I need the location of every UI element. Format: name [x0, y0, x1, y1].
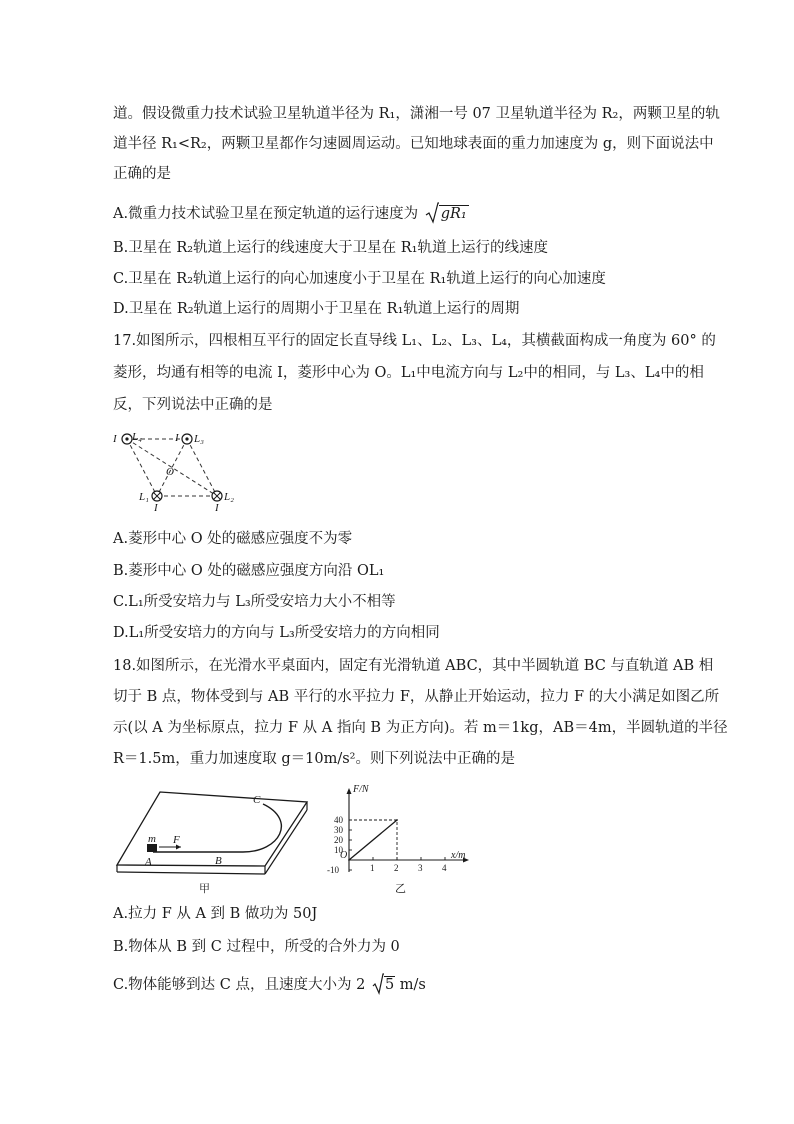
q17-stem-3: 反，下列说法中正确的是 [113, 397, 273, 413]
label-current-bottom-right: I [215, 502, 219, 512]
x-axis-label: x/m [451, 850, 466, 861]
q16-option-d: D.卫星在 R₂轨道上运行的周期小于卫星在 R₁轨道上运行的周期 [113, 301, 520, 317]
label-l3: L₃ [194, 433, 204, 445]
label-l2: L₂ [224, 491, 234, 503]
y-tick-label: 10 [334, 845, 343, 855]
wire-l1-cross-icon [152, 491, 162, 501]
q16-option-a-text: A.微重力技术试验卫星在预定轨道的运行速度为 [113, 206, 419, 222]
q18-option-a: A.拉力 F 从 A 到 B 做功为 50J [113, 906, 318, 922]
origin-label: O [340, 850, 348, 861]
y-tick-label: -10 [327, 865, 339, 875]
label-a: A [145, 856, 152, 868]
rhombus-wire-diagram [112, 428, 252, 512]
track-diagram-jia [115, 790, 315, 896]
wire-l4-dot-icon [122, 434, 132, 444]
force-displacement-chart [325, 782, 475, 896]
q18-option-c-formula: 5 [384, 977, 395, 993]
q18-option-b: B.物体从 B 到 C 过程中，所受的合外力为 0 [113, 939, 400, 955]
data-point [348, 859, 350, 861]
label-current-top-left: I [113, 433, 117, 445]
q17-option-a: A.菱形中心 O 处的磁感应强度不为零 [113, 531, 353, 547]
caption-jia: 甲 [199, 883, 210, 895]
q18-option-c-unit: m/s [395, 977, 426, 993]
q18-stem-2: 切于 B 点，物体受到与 AB 平行的水平拉力 F，从静止开始运动，拉力 F 的大小满足如图乙所 [113, 689, 720, 705]
sqrt-sign-icon [425, 202, 439, 224]
q18-stem-3: 示(以 A 为坐标原点，拉力 F 从 A 指向 B 为正方向)。若 m＝1kg，AB＝4m，半圆轨道的半径 [113, 720, 728, 736]
label-c: C [253, 794, 261, 806]
y-axis-label: F/N [353, 784, 369, 795]
q17-stem-2: 菱形，均通有相等的电流 I，菱形中心为 O。L₁中电流方向与 L₂中的相同，与 L₃、L₄中的相 [113, 365, 704, 381]
q18-option-c-text: C.物体能够到达 C 点，且速度大小为 2 [113, 977, 366, 993]
q16-option-b: B.卫星在 R₂轨道上运行的线速度大于卫星在 R₁轨道上运行的线速度 [113, 240, 548, 256]
q18-stem-1: 18.如图所示，在光滑水平桌面内，固定有光滑轨道 ABC，其中半圆轨道 BC 与直轨道 AB 相 [113, 658, 714, 674]
q17-option-c: C.L₁所受安培力与 L₃所受安培力大小不相等 [113, 594, 396, 610]
q18-option-c [113, 973, 426, 995]
q18-stem-4: R＝1.5m，重力加速度取 g＝10m/s²。则下列说法中正确的是 [113, 751, 515, 767]
series-line [349, 820, 397, 860]
block-mass-icon [147, 844, 157, 852]
wire-l2-cross-icon [212, 491, 222, 501]
intro-line-2: 道半径 R₁<R₂，两颗卫星都作匀速圆周运动。已知地球表面的重力加速度为 g，则下面说法中 [113, 136, 714, 152]
x-tick-label: 4 [442, 863, 447, 873]
data-point [396, 819, 398, 821]
label-f: F [173, 834, 180, 846]
label-current-bottom-left: I [154, 502, 158, 512]
wire-l3-dot-icon [182, 434, 192, 444]
x-tick-label: 2 [394, 863, 399, 873]
label-l4: L₄ [132, 431, 142, 443]
q17-option-b: B.菱形中心 O 处的磁感应强度方向沿 OL₁ [113, 563, 385, 579]
y-tick-label: 30 [334, 825, 343, 835]
q16-option-a [113, 202, 469, 224]
y-tick-label: 40 [334, 815, 343, 825]
label-center-o: O [166, 466, 174, 478]
x-tick-label: 1 [370, 863, 375, 873]
intro-line-3: 正确的是 [113, 166, 171, 182]
x-tick-label: 3 [418, 863, 423, 873]
label-current-top-mid: I [175, 432, 179, 444]
sqrt-sign-icon [372, 973, 384, 995]
caption-yi: 乙 [395, 883, 406, 895]
label-l1: L₁ [139, 491, 149, 503]
q17-option-d: D.L₁所受安培力的方向与 L₃所受安培力的方向相同 [113, 625, 440, 641]
q17-stem-1: 17.如图所示，四根相互平行的固定长直导线 L₁、L₂、L₃、L₄，其横截面构成一角度为 60° 的 [113, 333, 716, 349]
label-m: m [148, 833, 156, 845]
y-tick-label: 20 [334, 835, 343, 845]
q16-option-c: C.卫星在 R₂轨道上运行的向心加速度小于卫星在 R₁轨道上运行的向心加速度 [113, 271, 606, 287]
intro-line-1: 道。假设微重力技术试验卫星轨道半径为 R₁，潇湘一号 07 卫星轨道半径为 R₂，两颗卫星的轨 [113, 106, 720, 122]
label-b: B [215, 855, 222, 867]
y-axis-arrow-icon [347, 788, 352, 794]
q16-option-a-formula: gR₁ [440, 206, 467, 222]
